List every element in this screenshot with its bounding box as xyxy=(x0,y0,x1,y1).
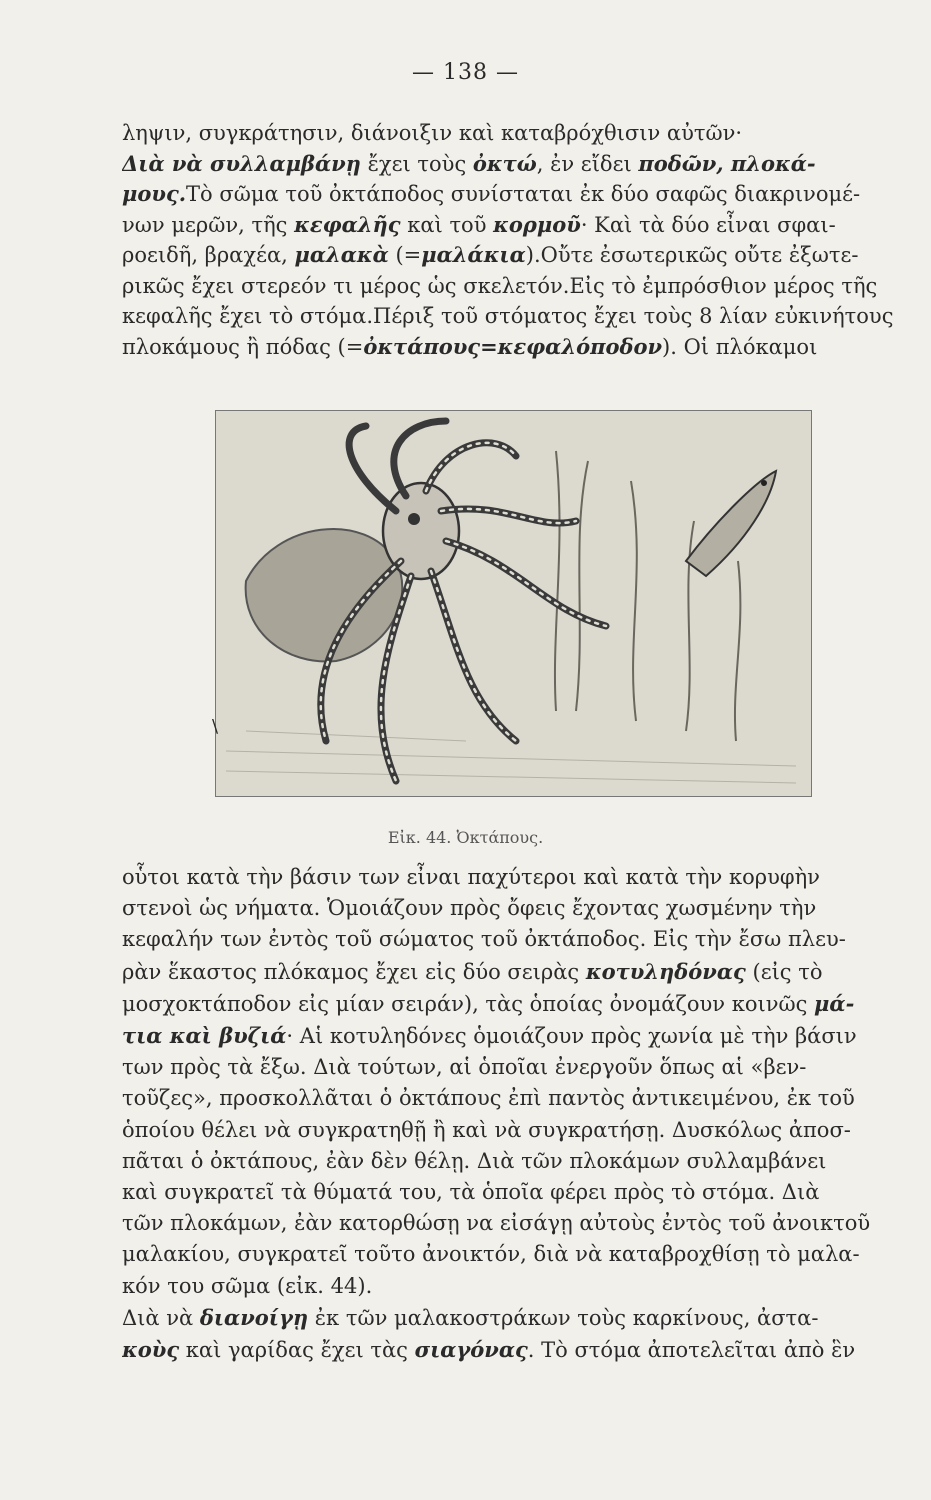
text-line xyxy=(122,1334,897,1366)
paragraph-bottom xyxy=(122,862,897,1366)
text-segment: Τὸ σῶμα τοῦ ὀκτάποδος συνίσταται ἐκ δύο σαφῶς διακρινομέ- xyxy=(186,182,861,206)
margin-mark: \ xyxy=(212,716,219,737)
text-line xyxy=(122,893,897,924)
text-line xyxy=(122,118,897,149)
text-segment: τῶν πλοκάμων, ἐὰν κατορθώσῃ να εἰσάγῃ αὐτοὺς ἐντὸς τοῦ ἀνοικτοῦ xyxy=(122,1211,871,1236)
text-segment: των πρὸς τὰ ἔξω. Διὰ τούτων, αἱ ὁποῖαι ἐνεργοῦν ὅπως αἱ «βεν- xyxy=(122,1055,807,1080)
text-segment: καὶ συγκρατεῖ τὰ θύματά του, τὰ ὁποῖα φέρει πρὸς τὸ στόμα. Διὰ xyxy=(122,1180,820,1205)
text-segment: πᾶται ὁ ὀκτάπους, ἐὰν δὲν θέλῃ. Διὰ τῶν πλοκάμων συλλαμβάνει xyxy=(122,1148,827,1173)
emphasized-term: μαλάκια xyxy=(421,242,526,267)
text-segment: ἔχει τοὺς xyxy=(360,151,473,176)
text-segment: τοῦζες», προσκολλᾶται ὁ ὀκτάπους ἐπὶ παντὸς ἀντικειμένου, ἐκ τοῦ xyxy=(122,1086,855,1111)
text-segment: στενοὶ ὡς νήματα. Ὁμοιάζουν πρὸς ὄφεις ἔχοντας χωσμένην τὴν xyxy=(122,896,817,921)
text-line xyxy=(122,1115,897,1146)
text-segment: (= xyxy=(388,243,422,267)
text-line xyxy=(122,956,897,988)
text-line xyxy=(122,332,897,363)
text-segment: κόν του σῶμα (εἰκ. 44). xyxy=(122,1273,373,1298)
text-segment: ροειδῆ, βραχέα, xyxy=(122,243,295,267)
text-segment: ὁποίου θέλει νὰ συγκρατηθῇ ἢ καὶ νὰ συγκρατήσῃ. Δυσκόλως ἀποσ- xyxy=(122,1117,851,1142)
text-segment: νων μερῶν, τῆς xyxy=(122,212,295,237)
text-segment: ). Οἱ πλόκαμοι xyxy=(662,334,818,359)
emphasized-term: σιαγόνας xyxy=(414,1337,528,1363)
text-segment: , ἐν εἴδει xyxy=(536,151,639,176)
figure-caption: Εἰκ. 44. Ὀκτάπους. xyxy=(387,828,544,847)
text-segment: κεφαλήν των ἐντὸς τοῦ σώματος τοῦ ὀκτάποδος. Εἰς τὴν ἔσω πλευ- xyxy=(122,927,846,952)
text-segment: ρὰν ἕκαστος πλόκαμος ἔχει εἰς δύο σειρὰς xyxy=(122,959,586,984)
text-line xyxy=(122,862,897,893)
emphasized-term: Διὰ νὰ συλλαμβάνῃ xyxy=(122,150,361,176)
text-segment: · Αἱ κοτυληδόνες ὁμοιάζουν πρὸς χωνία μὲ τὴν βάσιν xyxy=(286,1024,857,1049)
text-line xyxy=(122,210,897,241)
text-segment: καὶ γαρίδας ἔχει τὰς xyxy=(179,1338,415,1363)
emphasized-term: μους. xyxy=(122,181,187,206)
text-segment: καὶ τοῦ xyxy=(400,212,494,237)
text-segment: Διὰ νὰ xyxy=(122,1305,200,1330)
text-line xyxy=(122,1302,897,1334)
text-line xyxy=(122,924,897,955)
emphasized-term: τια καὶ βυζιά xyxy=(122,1023,287,1049)
text-segment: ).Οὔτε ἐσωτερικῶς οὔτε ἐξωτε- xyxy=(525,243,859,267)
emphasized-term: κοτυληδόνας xyxy=(585,958,746,984)
emphasized-term: ποδῶν, πλοκά- xyxy=(638,150,816,176)
paragraph-top xyxy=(122,118,897,362)
text-line xyxy=(122,240,897,271)
text-segment: μαλακίου, συγκρατεῖ τοῦτο ἀνοικτόν, διὰ νὰ καταβροχθίσῃ τὸ μαλα- xyxy=(122,1242,860,1267)
octopus-drawing xyxy=(216,411,811,796)
emphasized-term: κοὺς xyxy=(122,1337,180,1363)
text-line xyxy=(122,1208,897,1239)
text-line xyxy=(122,1052,897,1083)
octopus-illustration xyxy=(215,410,812,797)
emphasized-term: μά- xyxy=(814,990,855,1016)
emphasized-term: διανοίγῃ xyxy=(199,1304,309,1330)
text-segment: μοσχοκτάποδον εἰς μίαν σειράν), τὰς ὁποίας ὀνομάζουν κοινῶς xyxy=(122,991,815,1016)
page-number: — 138 — xyxy=(412,60,519,85)
emphasized-term: κορμοῦ xyxy=(493,211,581,237)
text-segment: ρικῶς ἔχει στερεόν τι μέρος ὡς σκελετόν.Εἰς τὸ ἐμπρόσθιον μέρος τῆς xyxy=(122,273,878,298)
emphasized-term: κεφαλῆς xyxy=(294,211,401,237)
text-line xyxy=(122,301,897,332)
text-line xyxy=(122,149,897,180)
text-line xyxy=(122,1239,897,1270)
text-line xyxy=(122,1020,897,1052)
text-segment: . Τὸ στόμα ἀποτελεῖται ἀπὸ ἓν xyxy=(527,1338,856,1363)
emphasized-term: ὀκτάπους=κεφαλόποδον xyxy=(363,333,663,359)
text-segment: ἐκ τῶν μαλακοστράκων τοὺς καρκίνους, ἀστα- xyxy=(308,1305,819,1330)
text-segment: κεφαλῆς ἔχει τὸ στόμα.Πέριξ τοῦ στόματος ἔχει τοὺς 8 λίαν εὐκινήτους xyxy=(122,304,894,328)
text-segment: (εἰς τὸ xyxy=(745,959,823,984)
text-line xyxy=(122,1271,897,1302)
text-segment: πλοκάμους ἢ πόδας (= xyxy=(122,334,364,359)
emphasized-term: ὀκτώ xyxy=(472,150,537,176)
text-line xyxy=(122,179,897,210)
text-line xyxy=(122,1177,897,1208)
text-segment: · Καὶ τὰ δύο εἶναι σφαι- xyxy=(580,212,836,237)
text-line xyxy=(122,1083,897,1114)
emphasized-term: μαλακὰ xyxy=(294,242,389,267)
text-line xyxy=(122,988,897,1020)
text-segment: ληψιν, συγκράτησιν, διάνοιξιν καὶ καταβρόχθισιν αὐτῶν· xyxy=(122,121,743,145)
text-line xyxy=(122,271,897,302)
text-line xyxy=(122,1146,897,1177)
text-segment: οὗτοι κατὰ τὴν βάσιν των εἶναι παχύτεροι καὶ κατὰ τὴν κορυφὴν xyxy=(122,865,820,889)
